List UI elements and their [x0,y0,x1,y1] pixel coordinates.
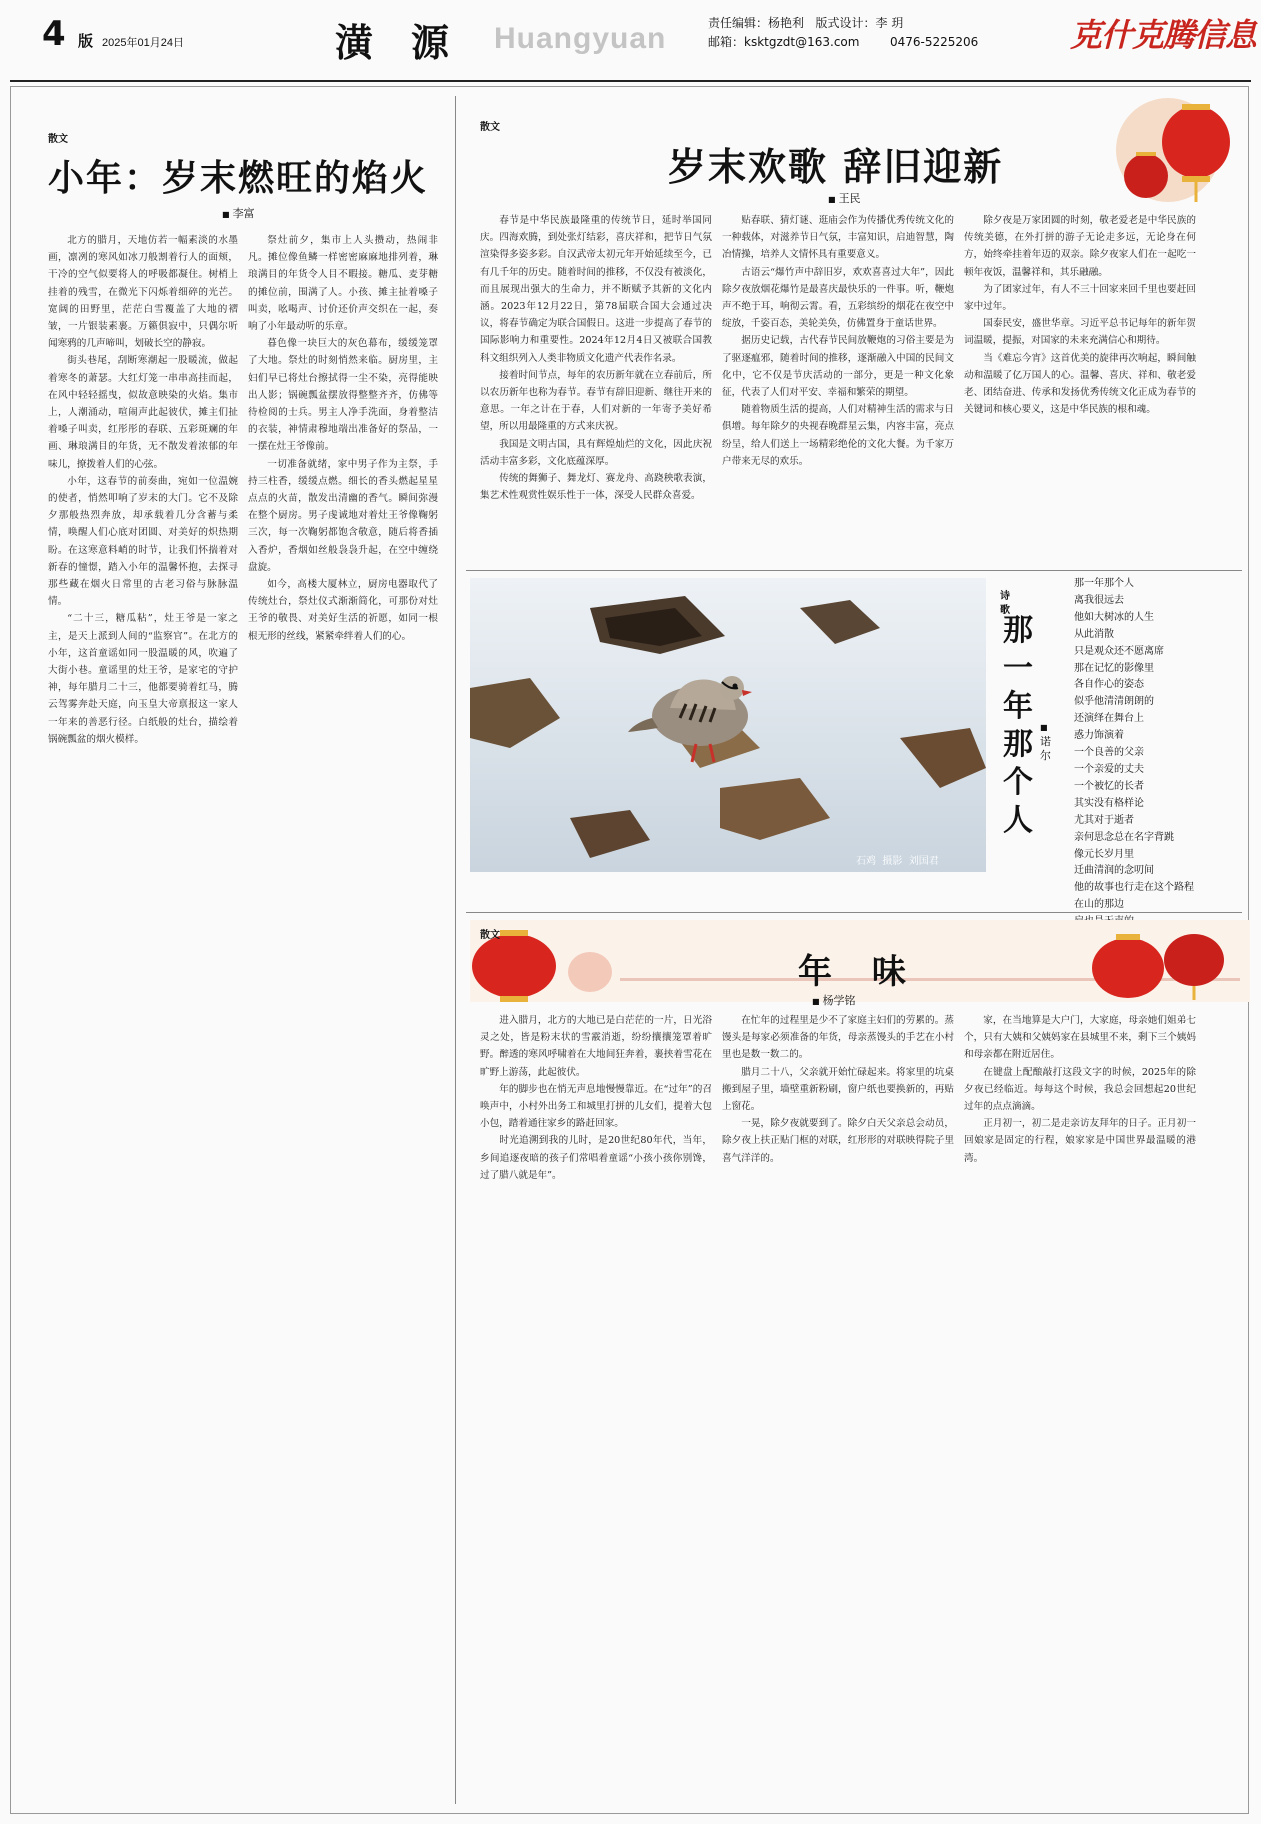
poem-line: 那一年那个人 [1074,578,1134,589]
poem-line: 还演绎在舞台上 [1074,713,1144,725]
article1-paragraph: “二十三，糖瓜粘”，灶王爷是一家之主，是天上派到人间的“监察官”。在北方的小年，这首童谣如同一股温暖的风，吹遍了大街小巷。童谣里的灶王爷，是家宅的守护神，每年腊月二十三，他都要骑着红马，腾云驾雾奔赴天庭，向玉皇大帝禀报这一家人一年来的善恶行径。白纸般的灶台，描绘着锅碗瓢盆的烟火模样。 [48,613,238,745]
column-divider [455,96,456,1804]
article2-column-1 [480,212,712,567]
poem-line: 从此消散 [1074,628,1114,640]
poem-line: 尤其对于逝者 [1074,814,1134,826]
poem-line: 在山的那边 [1074,899,1124,911]
article3-paragraph: 正月初一，初二是走亲访友拜年的日子。正月初一回娘家是固定的行程，娘家家是中国世界最温暖的港湾。 [964,1118,1196,1164]
poem-line: 他的故事也行走在这个路程 [1074,882,1194,894]
article2-paragraph: 为了团家过年，有人不三十回家来回千里也要赶回家中过年。 [964,283,1196,313]
photo-caption [856,852,939,867]
email-label: 邮箱： [708,35,745,49]
poem-line: 惑力饰演着 [1074,730,1124,742]
photo-caption-role: 摄影 [882,856,903,867]
article3-paragraph: 在忙年的过程里是少不了家庭主妇们的劳累的。蒸馒头是每家必须准备的年货，母亲蒸馒头的手艺在小村里也是数一数二的。 [722,1015,954,1061]
poem-line: 迁曲清润的念叨间 [1074,865,1154,877]
article1-paragraph: 如今，高楼大厦林立，厨房电器取代了传统灶台，祭灶仪式渐渐简化，可那份对灶王爷的敬畏、对美好生活的祈愿，如同一根根无形的丝线，紧紧牵绊着人们的心。 [248,579,438,642]
poem-line: 一个亲爱的丈夫 [1074,763,1144,775]
section-title: 潢源 [335,20,488,65]
article3-paragraph: 在键盘上配酿敲打这段文字的时候，2025年的除夕夜已经临近。每每这个时候，我总会回想起20世纪过年的点点滴滴。 [964,1066,1196,1113]
layout-name: 李 玥 [875,16,904,30]
email-address[interactable]: ksktgzdt@163.com [744,35,860,49]
article2-paragraph: 我国是文明古国，具有辉煌灿烂的文化，因此庆祝活动丰富多彩，文化底蕴深厚。 [480,438,712,467]
newspaper-logo: 克什克腾信息 [1070,16,1257,54]
lantern-ornament-icon [1078,90,1248,208]
phone-number: 0476-5225206 [889,35,979,49]
poem-byline: ■ 诺尔 [1040,720,1052,763]
article1-paragraph: 小年，这春节的前奏曲，宛如一位温婉的使者，悄然叩响了岁末的大门。它不及除夕那般热烈奔放，却承载着几分含蓄与柔情，唤醒人们心底对团圆、对美好的炽热期盼。在这寒意料峭的时节，让我们怀揣着对新春的憧憬，踏入小年的温馨怀抱，去探寻那些藏在烟火日常里的古老习俗与脉脉温情。 [48,475,238,608]
article3-column-1 [480,1012,712,1802]
article1-paragraph: 暮色像一块巨大的灰色幕布，缓缓笼罩了大地。祭灶的时刻悄然来临。厨房里，主妇们早已将灶台擦拭得一尘不染，亮得能映出人影；锅碗瓢盆摆放得整整齐齐，仿佛等待检阅的士兵。男主人净手洗面，身着整洁的衣装，神情肃穆地端出准备好的祭品，一一摆在灶王爷像前。 [248,338,438,453]
poem-line: 离我很远去 [1074,594,1124,606]
poem-title: 那一年那个人 [1003,613,1033,838]
photo-caption-author: 刘国君 [908,856,939,867]
article1-column-1 [48,232,238,1800]
article2-paragraph: 随着物质生活的提高，人们对精神生活的需求与日俱增。每年除夕的央视春晚群星云集，内容丰富，亮点纷呈，给人们送上一场精彩绝伦的文化大餐。为千家万户带来无尽的欢乐。 [722,404,954,467]
poem-line: 似乎他清清朗朗的 [1074,696,1154,708]
section-divider [466,912,1242,913]
article2-paragraph: 国泰民安，盛世华章。习近平总书记每年的新年贺词温暖，提振，对国家的未来充满信心和期待。 [964,318,1196,347]
article1-tag: 散文 [48,134,68,145]
article1-column-2 [248,232,438,1800]
article3-paragraph: 年的脚步也在悄无声息地慢慢靠近。在“过年”的召唤声中，小村外出务工和城里打拼的儿女们，提着大包小包，踏着通往家乡的路赶回家。 [480,1083,712,1130]
header-rule [10,80,1251,82]
article3-byline: ■ 杨学铭 [812,992,856,1008]
article2-paragraph: 除夕夜是万家团圆的时刻，敬老爱老是中华民族的传统美德，在外打拼的游子无论走多远，无论身在何方，始终牵挂着年迈的双亲。除夕夜家人们在一起吃一顿年夜饭，温馨祥和，其乐融融。 [964,215,1196,278]
article2-paragraph: 春节是中华民族最隆重的传统节日，延时举国同庆。四海欢腾，到处张灯结彩，喜庆祥和，把节日气氛渲染得多姿多彩。自汉武帝太初元年开始延续至今，已有几千年的历史。随着时间的推移，不仅没有被淡化，而且展现出强大的生命力，并不断赋予其新的文化内涵。2023年12月22日，第78届联合国大会通过决议，将春节确定为联合国假日。这进一步提高了春节的国际影响力和重要性。2024年12月4日又被联合国教科文组织列入人类非物质文化遗产代表作名录。 [480,215,712,364]
poem-line: 一个被忆的长者 [1074,780,1144,792]
contact-line [708,33,978,52]
article2-paragraph: 古语云“爆竹声中辞旧岁，欢欢喜喜过大年”，因此除夕夜放烟花爆竹是最喜庆最快乐的一件事。听，鞭炮声不绝于耳，响彻云霄。看，五彩缤纷的烟花在夜空中绽放，千姿百态，美轮美奂，仿佛置身于童话世界。 [722,266,954,330]
section-divider [466,570,1242,571]
article3-paragraph: 时光追溯到我的儿时，是20世纪80年代，当年，乡间追逐夜暗的孩子们常唱着童谣“小孩小孩你别馋，过了腊八就是年”。 [480,1135,712,1181]
article2-byline: ■ 王民 [828,190,861,206]
article1-paragraph: 祭灶前夕，集市上人头攒动，热闹非凡。摊位像鱼鳞一样密密麻麻地排列着，琳琅满目的年货令人目不暇接。糖瓜、麦芽糖的摊位前，围满了人。小孩、摊主扯着嗓子叫卖，吆喝声、讨价还价声交织在一起，奏响了小年最动听的乐章。 [248,235,438,333]
article1-paragraph: 街头巷尾，刮断寒潮起一股暖流，做起着寒冬的萧瑟。大红灯笼一串串高挂而起，在风中轻轻摇曳，似故意映染的火焰。集市上，人潮涌动，喧闹声此起彼伏，摊主们扯着嗓子叫卖，红彤彤的春联、五彩斑斓的年画、琳琅满目的年货，无不散发着浓郁的年味儿，撩拨着人们的心弦。 [48,355,238,470]
page-unit: 版 [78,32,94,50]
article3-tag: 散文 [480,930,500,941]
article2-paragraph: 接着时间节点，每年的农历新年就在立春前后，所以农历新年也称为春节。春节有辞旧迎新、继往开来的意思。一年之计在于春，人们对新的一年寄予美好希望，所以用最隆重的方式来庆祝。 [480,369,712,433]
poem-line: 像元长岁月里 [1074,848,1134,860]
article2-title: 岁末欢歌 辞旧迎新 [668,144,1004,189]
editor-credit [708,14,903,33]
poem-line: 只是观众还不愿离席 [1074,645,1164,657]
article3-paragraph: 进入腊月，北方的大地已是白茫茫的一片，日光浴灵之处，皆是粉末状的雪霰消逝，纷纷攘攘笼罩着旷野。醉透的寒风呼啸着在大地间狂奔着，裹挟着雪花在旷野上游荡，此起彼伏。 [480,1015,712,1078]
editor-name: 杨艳利 [768,16,805,30]
poem-line: 各自作心的姿态 [1074,679,1144,691]
poem-line: 其实没有格样论 [1074,797,1144,809]
article3-column-3 [964,1012,1196,1802]
article1-title: 小年：岁末燃旺的焰火 [48,157,429,199]
article2-paragraph: 传统的舞狮子、舞龙灯、赛龙舟、高跷秧歌表演，集艺术性观赏性娱乐性于一体，深受人民群众喜爱。 [480,473,712,502]
article2-paragraph: 当《难忘今宵》这首优美的旋律再次响起，瞬间触动和温暖了亿万国人的心。温馨、喜庆、祥和、敬老爱老、团结奋进、传承和发扬优秀传统文化正成为春节的关键词和核心要义，这是中华民族的根和魂。 [964,352,1196,416]
article3-paragraph: 家，在当地算是大户门，大家庭，母亲她们姐弟七个，只有大姨和父姨妈家在县城里不来，剩下三个姨妈和母亲都在附近居住。 [964,1015,1196,1061]
poem-tag: 诗歌 [1000,591,1010,616]
issue-date: 2025年01月24日 [102,37,184,49]
poem-body [1074,576,1246,965]
article3-column-2 [722,1012,954,1802]
article1-paragraph: 一切准备就绪，家中男子作为主祭，手持三柱香，缓缓点燃。细长的香头燃起星星点点的火苗，散发出清幽的香气。瞬间弥漫在整个厨房。男子虔诚地对着灶王爷像鞠躬三次，每一次鞠躬都饱含敬意，随后将香插入香炉，香烟如丝般袅袅升起，在空中缠绕盘旋。 [248,458,438,573]
partridge-photo-icon [470,578,986,872]
photo-partridge-in-snow [470,578,986,872]
article1-byline: ■ 李富 [222,205,255,221]
article2-column-3 [964,212,1196,567]
poem-line: 他如大树冰的人生 [1074,611,1154,623]
article3-title: 年 味 [798,952,920,992]
layout-label: 版式设计： [815,16,876,30]
section-pinyin: Huangyuan [494,22,667,55]
article2-paragraph: 据历史记载，古代春节民间放鞭炮的习俗主要是为了驱逐瘟邪，随着时间的推移，逐渐融入中国的民间文化中，它不仅是节庆活动的一部分，更是一种文化象征，代表了人们对平安、幸福和繁荣的期望。 [722,335,954,399]
article3-paragraph: 一晃，除夕夜就要到了。除夕白天父亲总会动员，除夕夜上扶正贴门框的对联，红形形的对联映得院子里喜气洋洋的。 [722,1118,954,1164]
photo-caption-title: 石鸡 [856,856,876,867]
poem-line: 那在记忆的影像里 [1074,662,1154,674]
article1-paragraph: 北方的腊月，天地仿若一幅素淡的水墨画，凛冽的寒风如冰刀般割着行人的面颊，干冷的空气似要将人的呼吸都凝住。树梢上挂着的残雪，在微光下闪烁着细碎的光芒。宽阔的田野里，茫茫白雪覆盖了大地的褶皱，一片银装素裹。万籁俱寂中，只偶尔听闻寒鸦的几声啼叫，划破长空的静寂。 [48,235,238,350]
article2-paragraph: 贴春联、猜灯谜、逛庙会作为传播优秀传统文化的一种载体，对滋养节日气氛，丰富知识，启迪智慧，陶冶情操，培养人文情怀具有重要意义。 [722,215,954,261]
page-number: 4 [42,14,66,54]
poem-line: 一个良善的父亲 [1074,747,1144,759]
article2-tag: 散文 [480,122,500,133]
editor-label: 责任编辑： [708,16,769,30]
article2-column-2 [722,212,954,567]
poem-line: 亲何思念总在名字背跳 [1074,831,1174,843]
article3-paragraph: 腊月二十八，父亲就开始忙碌起来。将家里的坑桌搬到屋子里，墙壁重新粉刷，窗户纸也要换新的，再贴上窗花。 [722,1066,954,1113]
